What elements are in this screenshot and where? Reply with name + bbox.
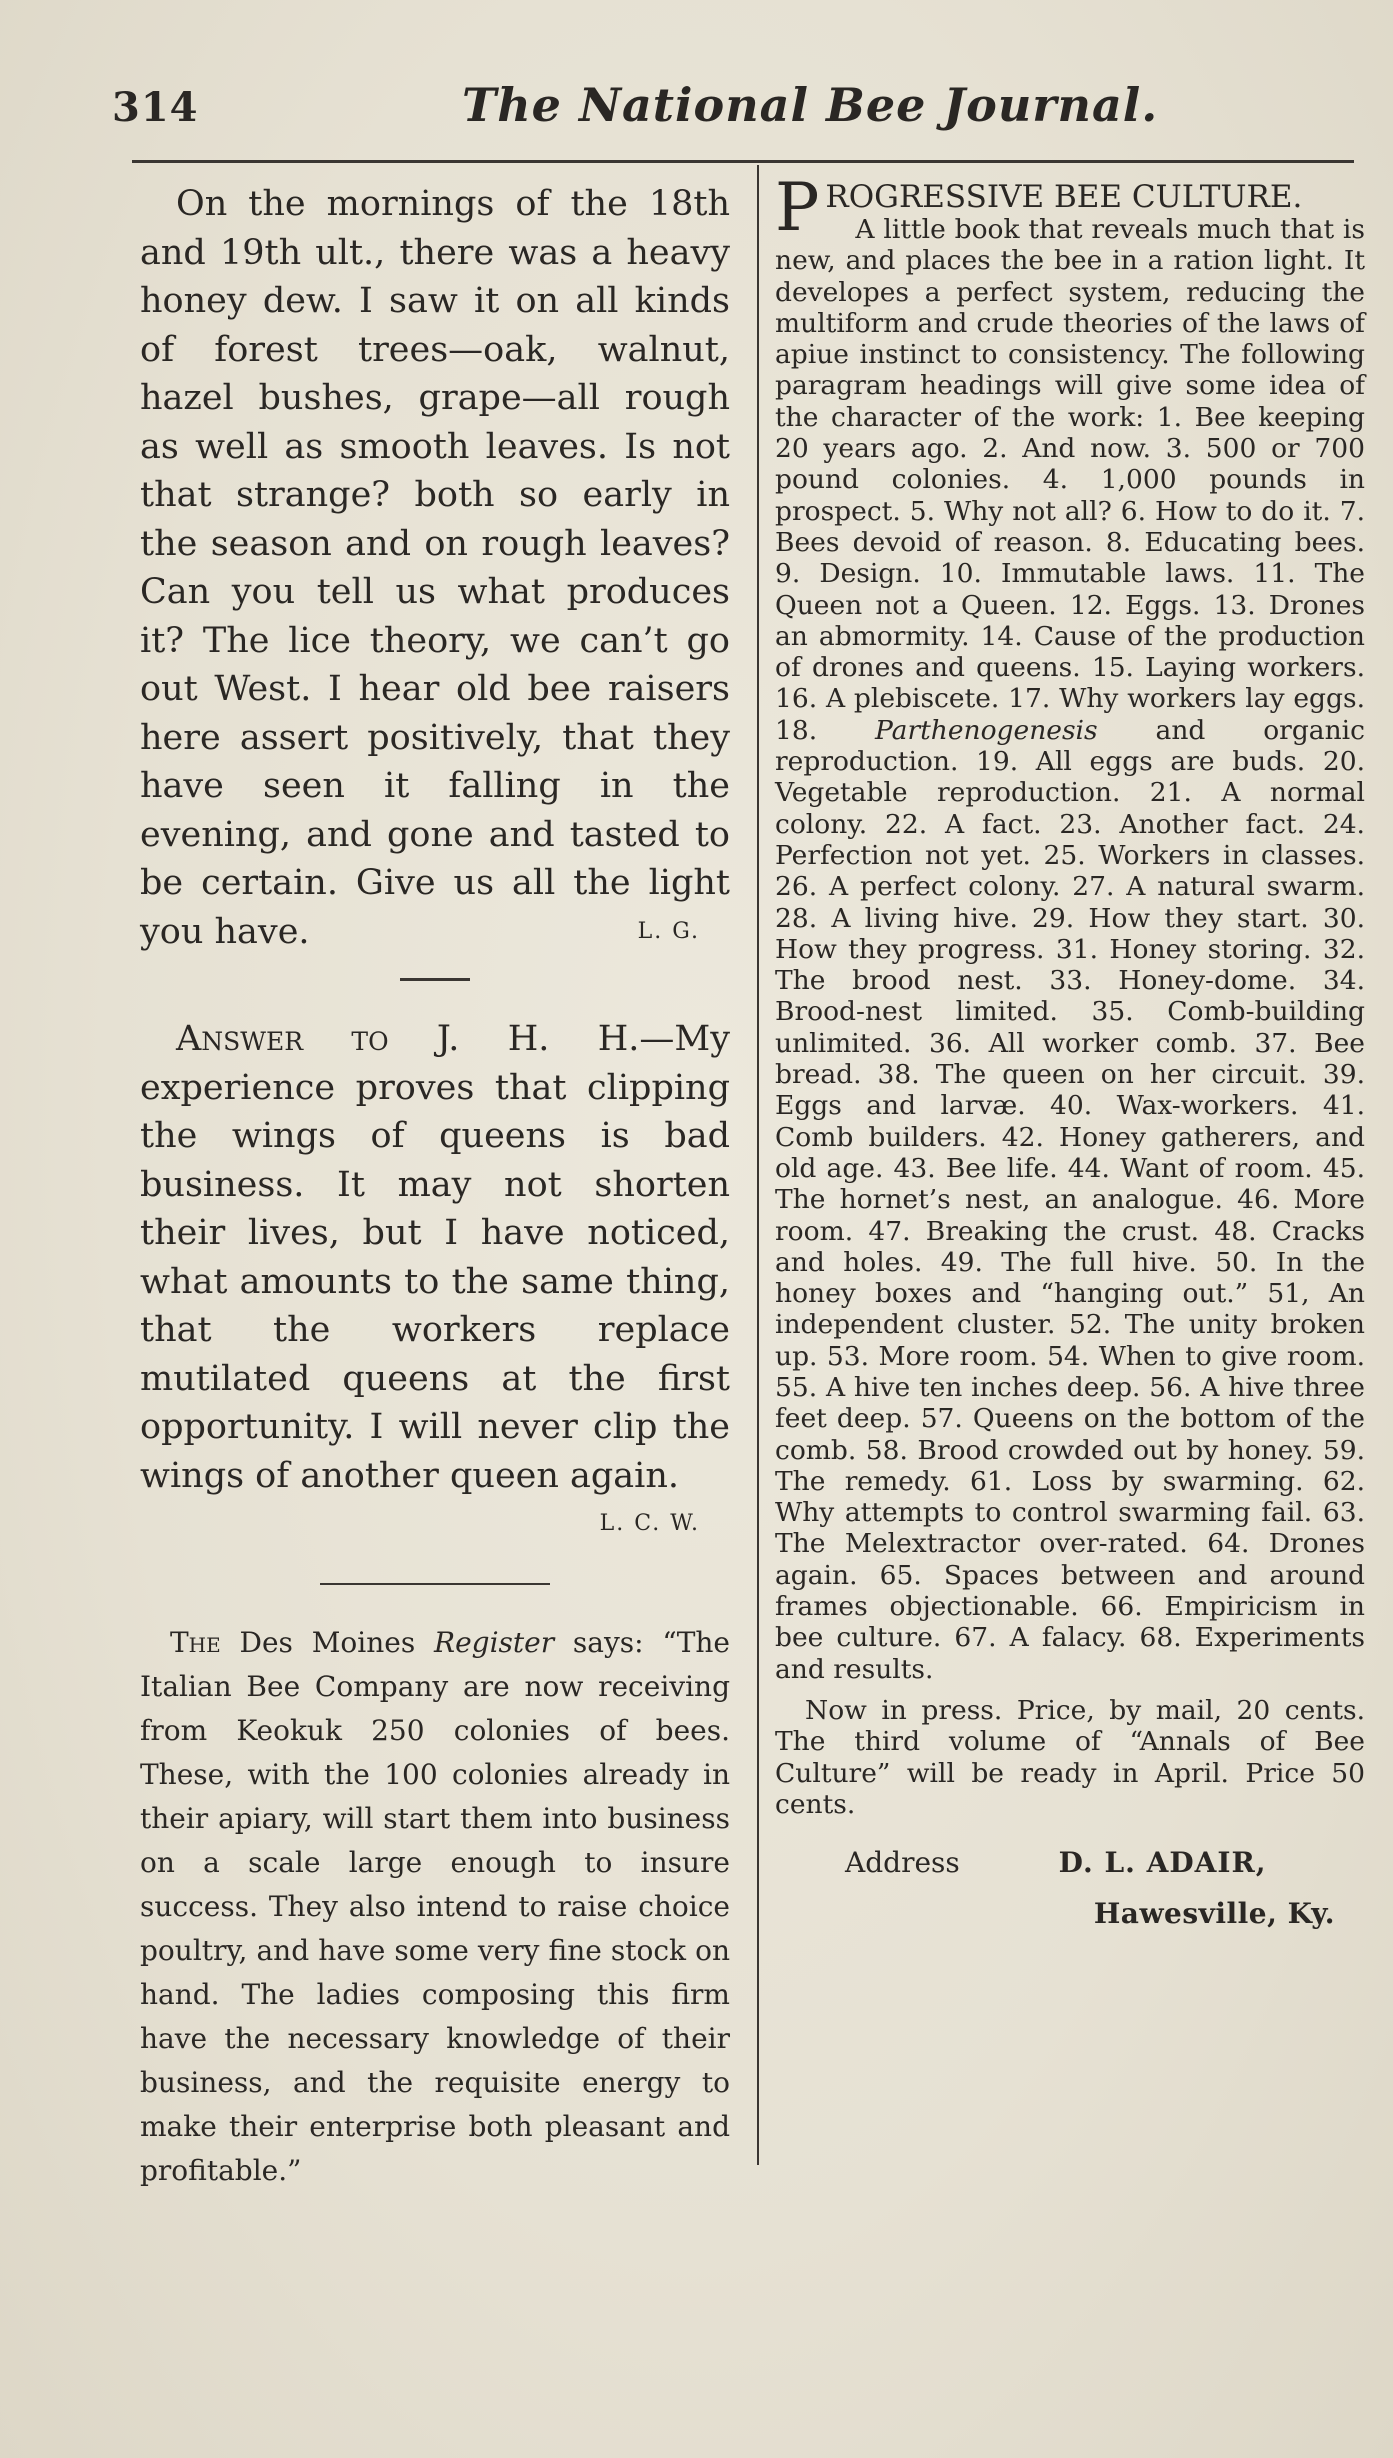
ad-address-place: Hawesville, Ky. bbox=[1093, 1897, 1335, 1931]
ad-body-italic: Parthenogenesis bbox=[875, 714, 1098, 746]
ad-dropcap: P bbox=[775, 169, 820, 246]
news-text-after: says: “The Italian Bee Company are now receiving from Keokuk 250 colonies of bees. These, with the 100 colonies already in their apiary, will start them into business on a scale large enough to insure success. They also intend to raise choice poultry, and have some very fine stock on hand. The ladies composing this firm have the necessary knowledge of their business, and the requisite energy to make their enterprise both pleasant and profitable.” bbox=[140, 1625, 731, 2187]
letter-answer-lead: Answer to bbox=[176, 1019, 389, 1059]
ad-body-before: A little book that reveals much that is new, and places the bee in a ration light. It developes a perfect system, reducing the multiform and crude theories of the laws of apiue instinct to consistency. The following paragram headings will give some idea of the character of the work: 1. Bee keeping 20 years ago. 2. And now. 3. 500 or 700 pound colonies. 4. 1,000 pounds in prospect. 5. Why not all? 6. How to do it. 7. Bees devoid of reason. 8. Educating bees. 9. Design. 10. Immutable laws. 11. The Queen not a Queen. 12. Eggs. 13. Drones an abmormity. 14. Cause of the production of drones and queens. 15. Laying workers. 16. A plebiscete. 17. Why workers lay eggs. 18. bbox=[775, 214, 1365, 746]
letter-honey-dew-text: On the mornings of the 18th and 19th ult., there was a heavy honey dew. I saw it on all kinds of forest trees—oak, walnut, hazel bushes, grape—all rough as well as smooth leaves. Is not that strange? both so early in the season and on rough leaves? Can you tell us what produces it? The lice theory, we can’t go out West. I hear old bee raisers here assert positively, that they have seen it falling in the evening, and gone and tasted to be certain. Give us all the light you have. bbox=[140, 184, 730, 952]
journal-title: The National Bee Journal. bbox=[462, 78, 1159, 132]
ad-body-after: and organic reproduction. 19. All eggs are buds. 20. Vegetable reproduction. 21. A normal colony. 22. A fact. 23. Another fact. 24. Perfection not yet. 25. Workers in classes. 26. A perfect colony. 27. A natural swarm. 28. A living hive. 29. How they start. 30. How they progress. 31. Honey storing. 32. The brood nest. 33. Honey-dome. 34. Brood-nest limited. 35. Comb-building unlimited. 36. All worker comb. 37. Bee bread. 38. The queen on her circuit. 39. Eggs and larvæ. 40. Wax-workers. 41. Comb builders. 42. Honey gatherers, and old age. 43. Bee life. 44. Want of room. 45. The hornet’s nest, an analogue. 46. More room. 47. Breaking the crust. 48. Cracks and holes. 49. The full hive. 50. In the honey boxes and “hanging out.” 51, An independent cluster. 52. The unity broken up. 53. More room. 54. When to give room. 55. A hive ten inches deep. 56. A hive three feet deep. 57. Queens on the bottom of the comb. 58. Brood crowded out by honey. 59. The remedy. 61. Loss by swarming. 62. Why attempts to control swarming fail. 63. The Melextractor over-rated. 64. Drones again. 65. Spaces between and around frames objectionable. 66. Empiricism in bee culture. 67. A falacy. 68. Experiments and results. bbox=[775, 714, 1365, 1685]
left-column bbox=[140, 180, 730, 2193]
right-column bbox=[775, 169, 1365, 1931]
ad-address-name: D. L. ADAIR, bbox=[1058, 1846, 1267, 1880]
letter-answer-signature: L. C. W. bbox=[599, 1511, 700, 1536]
letter-honey-dew bbox=[140, 180, 730, 956]
news-item-register bbox=[140, 1621, 730, 2193]
page-header bbox=[112, 78, 1352, 148]
letter-answer-text: J. H. H.—My experience proves that clipping the wings of queens is bad business. It may not shorten their lives, but I have noticed, what amounts to the same thing, that the workers replace mutilated queens at the first opportunity. I will never clip the wings of another queen again. bbox=[140, 1019, 730, 1496]
news-lead: The bbox=[170, 1625, 221, 1659]
ad-note: Now in press. Price, by mail, 20 cents. The third volume of “Annals of Bee Culture” will be ready in April. Price 50 cents. bbox=[775, 1694, 1365, 1820]
ad-title: ROGRESSIVE BEE CULTURE. bbox=[825, 179, 1303, 215]
letter-answer bbox=[140, 1015, 730, 1536]
ad-body bbox=[775, 214, 1365, 1685]
ad-heading bbox=[775, 169, 1365, 246]
letter-honey-dew-signature: L. G. bbox=[637, 918, 700, 944]
section-divider-short bbox=[400, 978, 470, 981]
ad-address-label: Address bbox=[845, 1846, 960, 1880]
news-text-before: Des Moines bbox=[220, 1625, 434, 1659]
page-number: 314 bbox=[112, 84, 199, 131]
section-divider-long bbox=[320, 1583, 550, 1585]
header-rule bbox=[132, 160, 1354, 163]
column-divider bbox=[757, 165, 759, 2165]
ad-address bbox=[775, 1846, 1365, 1879]
news-italic: Register bbox=[434, 1625, 555, 1659]
